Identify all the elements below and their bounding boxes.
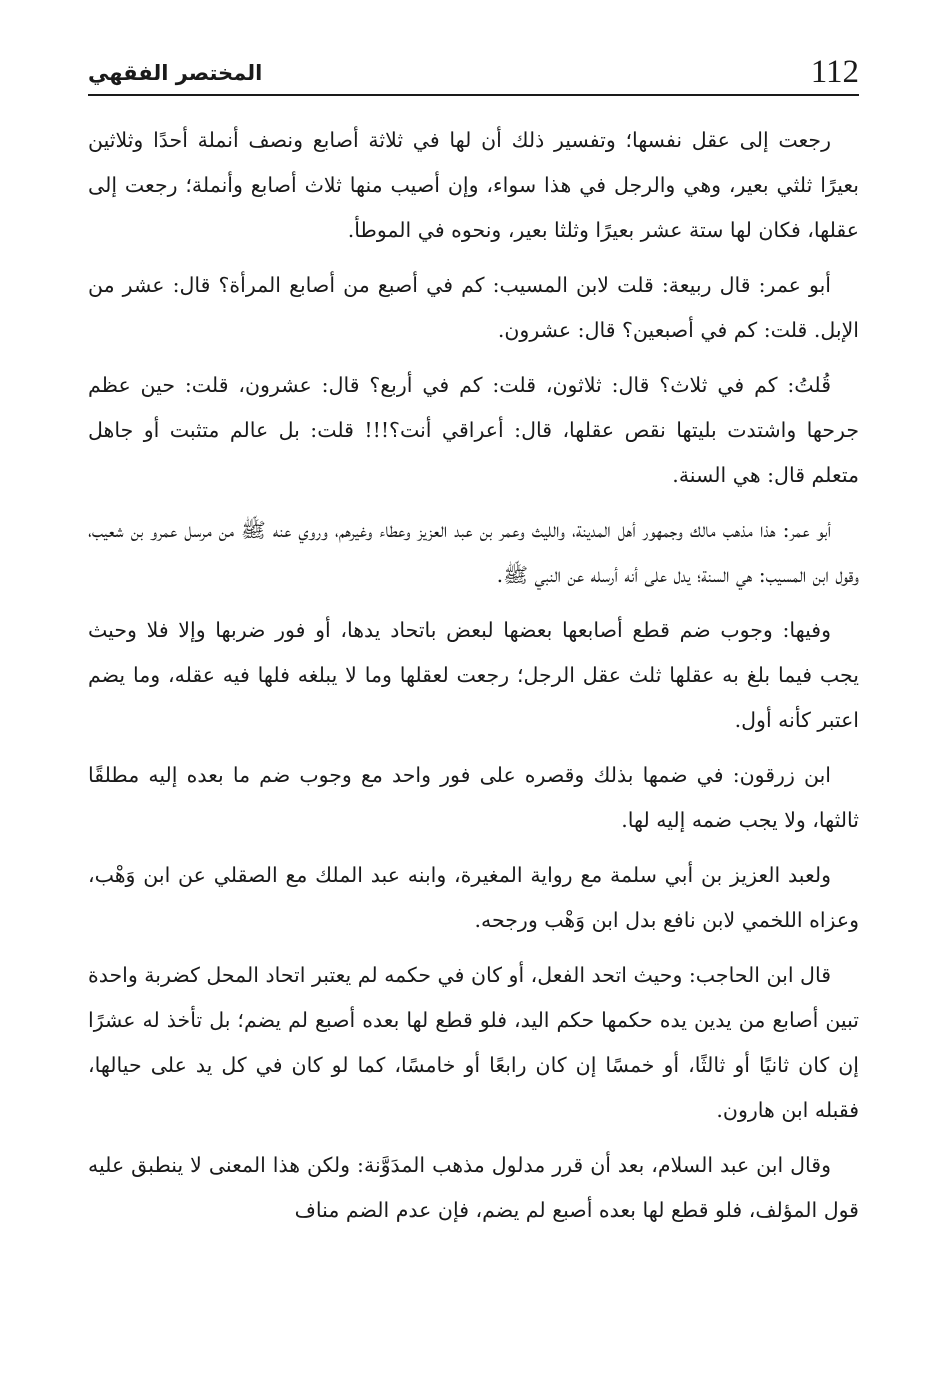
paragraph: قُلتُ: كم في ثلاث؟ قال: ثلاثون، قلت: كم في أربع؟ قال: عشرون، قلت: حين عظم جرحها واشتدت بليتها نقص عقلها، قال: أعراقي أنت؟!!! قلت: بل عالم متثبت أو جاهل متعلم قال: هي السنة. bbox=[88, 373, 860, 487]
paragraph: وقال ابن عبد السلام، بعد أن قرر مدلول مذهب المدَوَّنة: ولكن هذا المعنى لا ينطبق عليه قول المؤلف، فلو قطع لها بعده أصبع لم يضم، فإن عدم الضم مناف bbox=[88, 1153, 859, 1222]
page-header bbox=[88, 52, 859, 96]
body-text bbox=[88, 118, 859, 1243]
running-title: المختصر الفقهي bbox=[88, 61, 263, 85]
paragraph: أبو عمر: هذا مذهب مالك وجمهور أهل المدينة، والليث وعمر بن عبد العزيز وعطاء وغيرهم، وروي عنه ﷺ من مرسل عمرو بن شعيب، وقول ابن المسيب: هي السنة؛ يدل على أنه أرسله عن النبي ﷺ. bbox=[88, 518, 859, 587]
paragraph: رجعت إلى عقل نفسها؛ وتفسير ذلك أن لها في ثلاثة أصابع ونصف أنملة أحدًا وثلاثين بعيرًا ثلثي بعير، وهي والرجل في هذا سواء، وإن أصيب منها ثلاث أصابع وأنملة؛ رجعت إلى عقلها، فكان لها ستة عشر بعيرًا وثلثا بعير، ونحوه في الموطأ. bbox=[88, 128, 859, 242]
paragraph: ابن زرقون: في ضمها بذلك وقصره على فور واحد مع وجوب ضم ما بعده إليه مطلقًا ثالثها، ولا يجب ضمه إليه لها. bbox=[88, 763, 859, 832]
paragraph: أبو عمر: قال ربيعة: قلت لابن المسيب: كم في أصبع من أصابع المرأة؟ قال: عشر من الإبل. قلت: كم في أصبعين؟ قال: عشرون. bbox=[88, 273, 859, 342]
paragraph: وفيها: وجوب ضم قطع أصابعها بعضها لبعض باتحاد يدها، أو فور ضربها وإلا فلا وحيث يجب فيما بلغ به عقلها ثلث عقل الرجل؛ رجعت لعقلها وما لا يبلغه فلها فيه عقله، وما يضم اعتبر كأنه أول. bbox=[88, 618, 859, 732]
page-number: 112 bbox=[810, 54, 859, 90]
paragraph: ولعبد العزيز بن أبي سلمة مع رواية المغيرة، وابنه عبد الملك مع الصقلي عن ابن وَهْب، وعزاه اللخمي لابن نافع بدل ابن وَهْب ورجحه. bbox=[88, 863, 859, 932]
paragraph: قال ابن الحاجب: وحيث اتحد الفعل، أو كان في حكمه لم يعتبر اتحاد المحل كضربة واحدة تبين أصابع من يدين يده حكمها حكم اليد، فلو قطع لها بعده أصبع لم يضم؛ بل تأخذ له عشرًا إن كان ثانيًا أو ثالثًا، أو خمسًا إن كان رابعًا أو خامسًا، كما لو كان في كل يد على حيالها، فقبله ابن هارون. bbox=[88, 963, 859, 1122]
